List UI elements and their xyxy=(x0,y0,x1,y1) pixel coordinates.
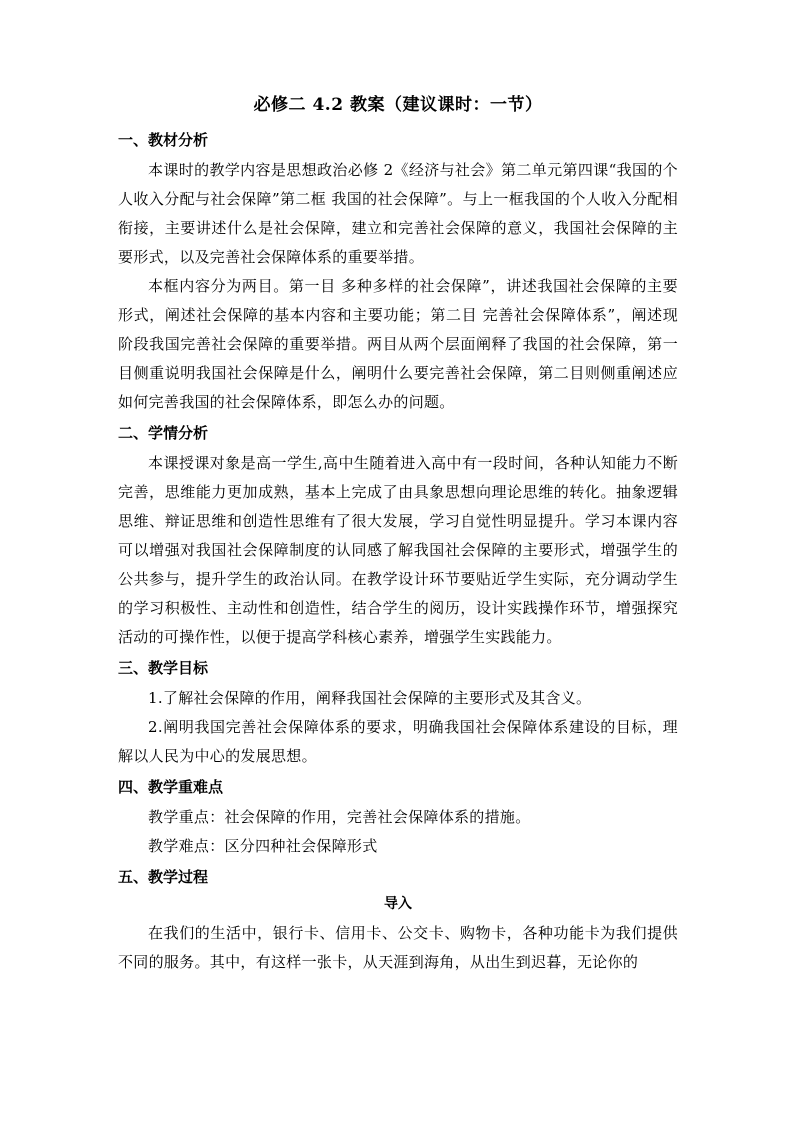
paragraph: 2.阐明我国完善社会保障体系的要求，明确我国社会保障体系建设的目标，理解以人民为中心的发展思想。 xyxy=(118,718,678,765)
section-key-points xyxy=(118,777,678,861)
paragraph: 本框内容分为两目。第一目 多种多样的社会保障”，讲述我国社会保障的主要形式，阐述社会保障的基本内容和主要功能；第二目 完善社会保障体系”，阐述现阶段我国完善社会保障的重要举措。两目从两个层面阐释了我国的社会保障，第一目侧重说明我国社会保障是什么，阐明什么要完善社会保障，第二目则侧重阐述应如何完善我国的社会保障体系，即怎么办的问题。 xyxy=(118,277,678,411)
section-heading: 三、教学目标 xyxy=(118,659,209,677)
section-textbook-analysis xyxy=(118,130,678,417)
paragraph: 在我们的生活中，银行卡、信用卡、公交卡、购物卡，各种功能卡为我们提供不同的服务。其中，有这样一张卡，从天涯到海角，从出生到迟暮，无论你的 xyxy=(118,924,678,971)
paragraph: 本课时的教学内容是思想政治必修 2《经济与社会》第二单元第四课“我国的个人收入分配与社会保障”第二框 我国的社会保障”。与上一框我国的个人收入分配相衔接，主要讲述什么是社会保障，建立和完善社会保障的意义，我国社会保障的主要形式，以及完善社会保障体系的重要举措。 xyxy=(118,161,678,266)
section-teaching-process xyxy=(118,867,678,977)
paragraph: 本课授课对象是高一学生,高中生随着进入高中有一段时间，各种认知能力不断完善，思维能力更加成熟，基本上完成了由具象思想向理论思维的转化。抽象逻辑思维、辩证思维和创造性思维有了很大发展，学习自觉性明显提升。学习本课内容可以增强对我国社会保障制度的认同感了解我国社会保障的主要形式，增强学生的公共参与，提升学生的政治认同。在教学设计环节要贴近学生实际，充分调动学生的学习积极性、主动性和创造性，结合学生的阅历，设计实践操作环节，增强探究活动的可操作性，以便于提高学科核心素养，增强学生实践能力。 xyxy=(118,454,678,646)
section-heading: 一、教材分析 xyxy=(118,131,209,149)
intro-subheading: 导入 xyxy=(384,896,412,912)
section-heading: 四、教学重难点 xyxy=(118,778,224,796)
document-page xyxy=(118,94,678,983)
paragraph: 教学难点：区分四种社会保障形式 xyxy=(148,837,378,855)
section-heading: 二、学情分析 xyxy=(118,424,209,442)
paragraph: 教学重点：社会保障的作用，完善社会保障体系的措施。 xyxy=(148,808,531,826)
paragraph: 1.了解社会保障的作用，阐释我国社会保障的主要形式及其含义。 xyxy=(148,689,592,707)
document-title: 必修二 4.2 教案（建议课时：一节） xyxy=(253,95,543,115)
section-student-analysis xyxy=(118,423,678,652)
section-heading: 五、教学过程 xyxy=(118,868,209,886)
section-teaching-goals xyxy=(118,658,678,771)
